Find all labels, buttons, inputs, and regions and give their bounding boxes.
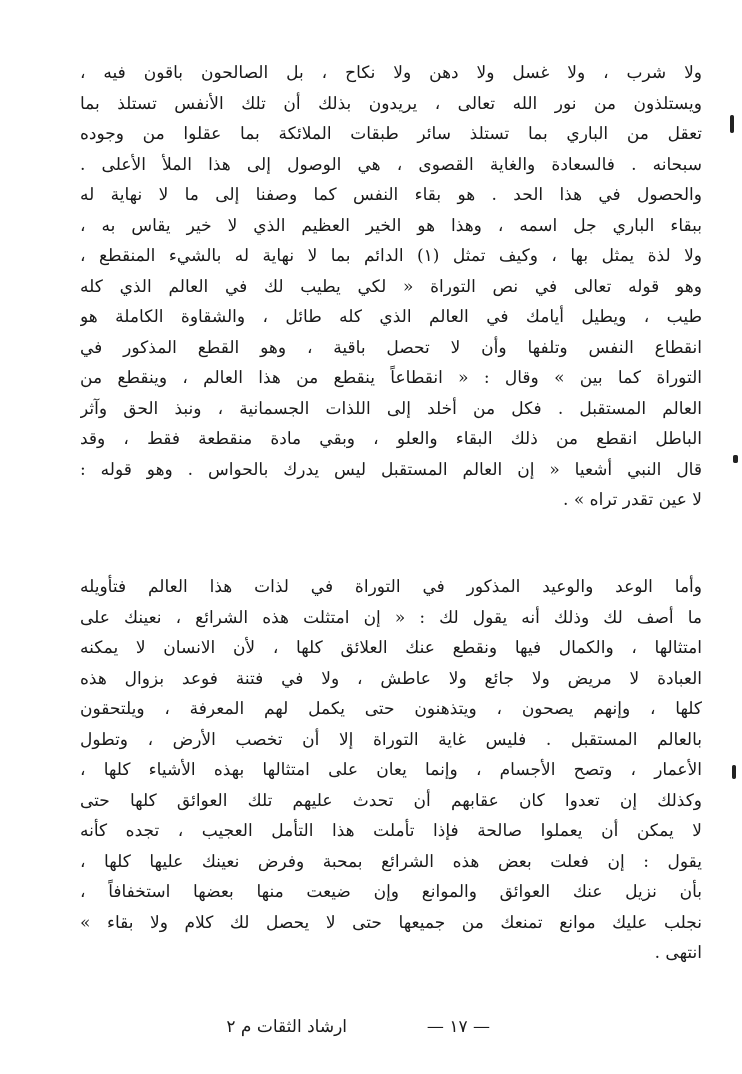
text-line: ولا لذة يمثل بها ، وكيف تمثل (١) الدائم بما لا نهاية له بالشيء المنقطع ،	[80, 246, 702, 266]
text-line: وأما الوعد والوعيد المذكور في التوراة في لذات هذا العالم فتأويله	[80, 577, 702, 597]
page-footer	[80, 1012, 702, 1042]
text-line: العبادة لا مريض ولا جائع ولا عاطش ، ولا في فتنة فوعد بزوال هذه	[80, 668, 702, 689]
text-line: قال النبي أشعيا « إن العالم المستقبل ليس يدرك بالحواس . وهو قوله :	[80, 459, 702, 480]
text-line: التوراة كما بين » وقال : « انقطاعاً ينقطع من هذا العالم ، وينقطع من	[80, 368, 702, 388]
text-line: امتثالها ، والكمال فيها ونقطع عنك العلائق كلها ، لأن الانسان لا يمكنه	[80, 638, 702, 658]
text-line: نجلب عليك موانع تمنعك من جميعها حتى لا يحصل لك كلام ولا بقاء »	[80, 912, 702, 933]
text-line: يقول : إن فعلت بعض هذه الشرائع بمحبة وفرض نعينك عليها كلها ،	[80, 851, 702, 872]
text-line: والحصول في هذا الحد . هو بقاء النفس كما وصفنا إلى ما لا نهاية له	[80, 185, 702, 205]
margin-mark	[730, 115, 734, 133]
book-title: ارشاد الثقات م ٢	[226, 1017, 347, 1037]
text-line: ببقاء الباري جل اسمه ، وهذا هو الخير العظيم الذي لا خير يقاس به ،	[80, 215, 702, 236]
text-line: لا عين تقدر تراه » .	[563, 490, 702, 510]
text-line: الباطل انقطع من ذلك البقاء والعلو ، وبقي مادة منقطعة فقط ، وقد	[80, 429, 702, 449]
text-line: وكذلك إن تعدوا كان عقابهم أن تحدث عليهم تلك العوائق كلها حتى	[80, 790, 702, 811]
text-line: بأن نزيل عنك العوائق والموانع وإن ضيعت منها بعضها استخفافاً ،	[80, 882, 702, 902]
text-line: بالعالم المستقبل . فليس غاية التوراة إلا أن تخصب الأرض ، وتطول	[80, 729, 702, 750]
margin-mark	[732, 765, 736, 779]
text-line: طيب ، ويطيل أيامك في العالم الذي كله طائل ، والشقاوة الكاملة هو	[80, 307, 702, 327]
text-line: وهو قوله تعالى في نص التوراة « لكي يطيب لك في العالم الذي كله	[80, 276, 702, 297]
text-line: الأعمار ، وتصح الأجسام ، وإنما يعان على امتثالها بهذه الأشياء كلها ،	[80, 760, 702, 780]
text-line: ويستلذون من نور الله تعالى ، يريدون بذلك أن تلك الأنفس تستلذ بما	[80, 93, 702, 114]
text-line: ولا شرب ، ولا غسل ولا دهن ولا نكاح ، بل الصالحون باقون فيه ،	[80, 63, 702, 83]
text-line: انتهى .	[654, 943, 702, 963]
margin-mark	[733, 455, 738, 463]
text-line: العالم المستقبل . فكل من أخلد إلى اللذات الجسمانية ، ونبذ الحق وآثر	[80, 398, 702, 419]
text-line: لا يمكن أن يعملوا صالحة فإذا تأملت هذا التأمل العجيب ، تجده كأنه	[80, 821, 702, 841]
text-line: تعقل من الباري بما تستلذ سائر طبقات الملائكة بما عقلوا من وجوده	[80, 124, 702, 144]
text-line: سبحانه . فالسعادة والغاية القصوى ، هي الوصول إلى هذا الملأ الأعلى .	[80, 154, 702, 175]
text-line: كلها ، وإنهم يصحون ، ويتذهنون حتى يكمل لهم المعرفة ، ويلتحقون	[80, 699, 702, 719]
page-number: — ١٧ —	[426, 1017, 490, 1037]
text-line: ما أصف لك وذلك أنه يقول لك : « إن امتثلت هذه الشرائع ، نعينك على	[80, 607, 702, 628]
text-line: انقطاع النفس وتلفها وأن لا تحصل باقية ، وهو القطع المذكور في	[80, 337, 702, 358]
paragraph-2	[80, 572, 702, 969]
paragraph-1	[80, 58, 702, 516]
